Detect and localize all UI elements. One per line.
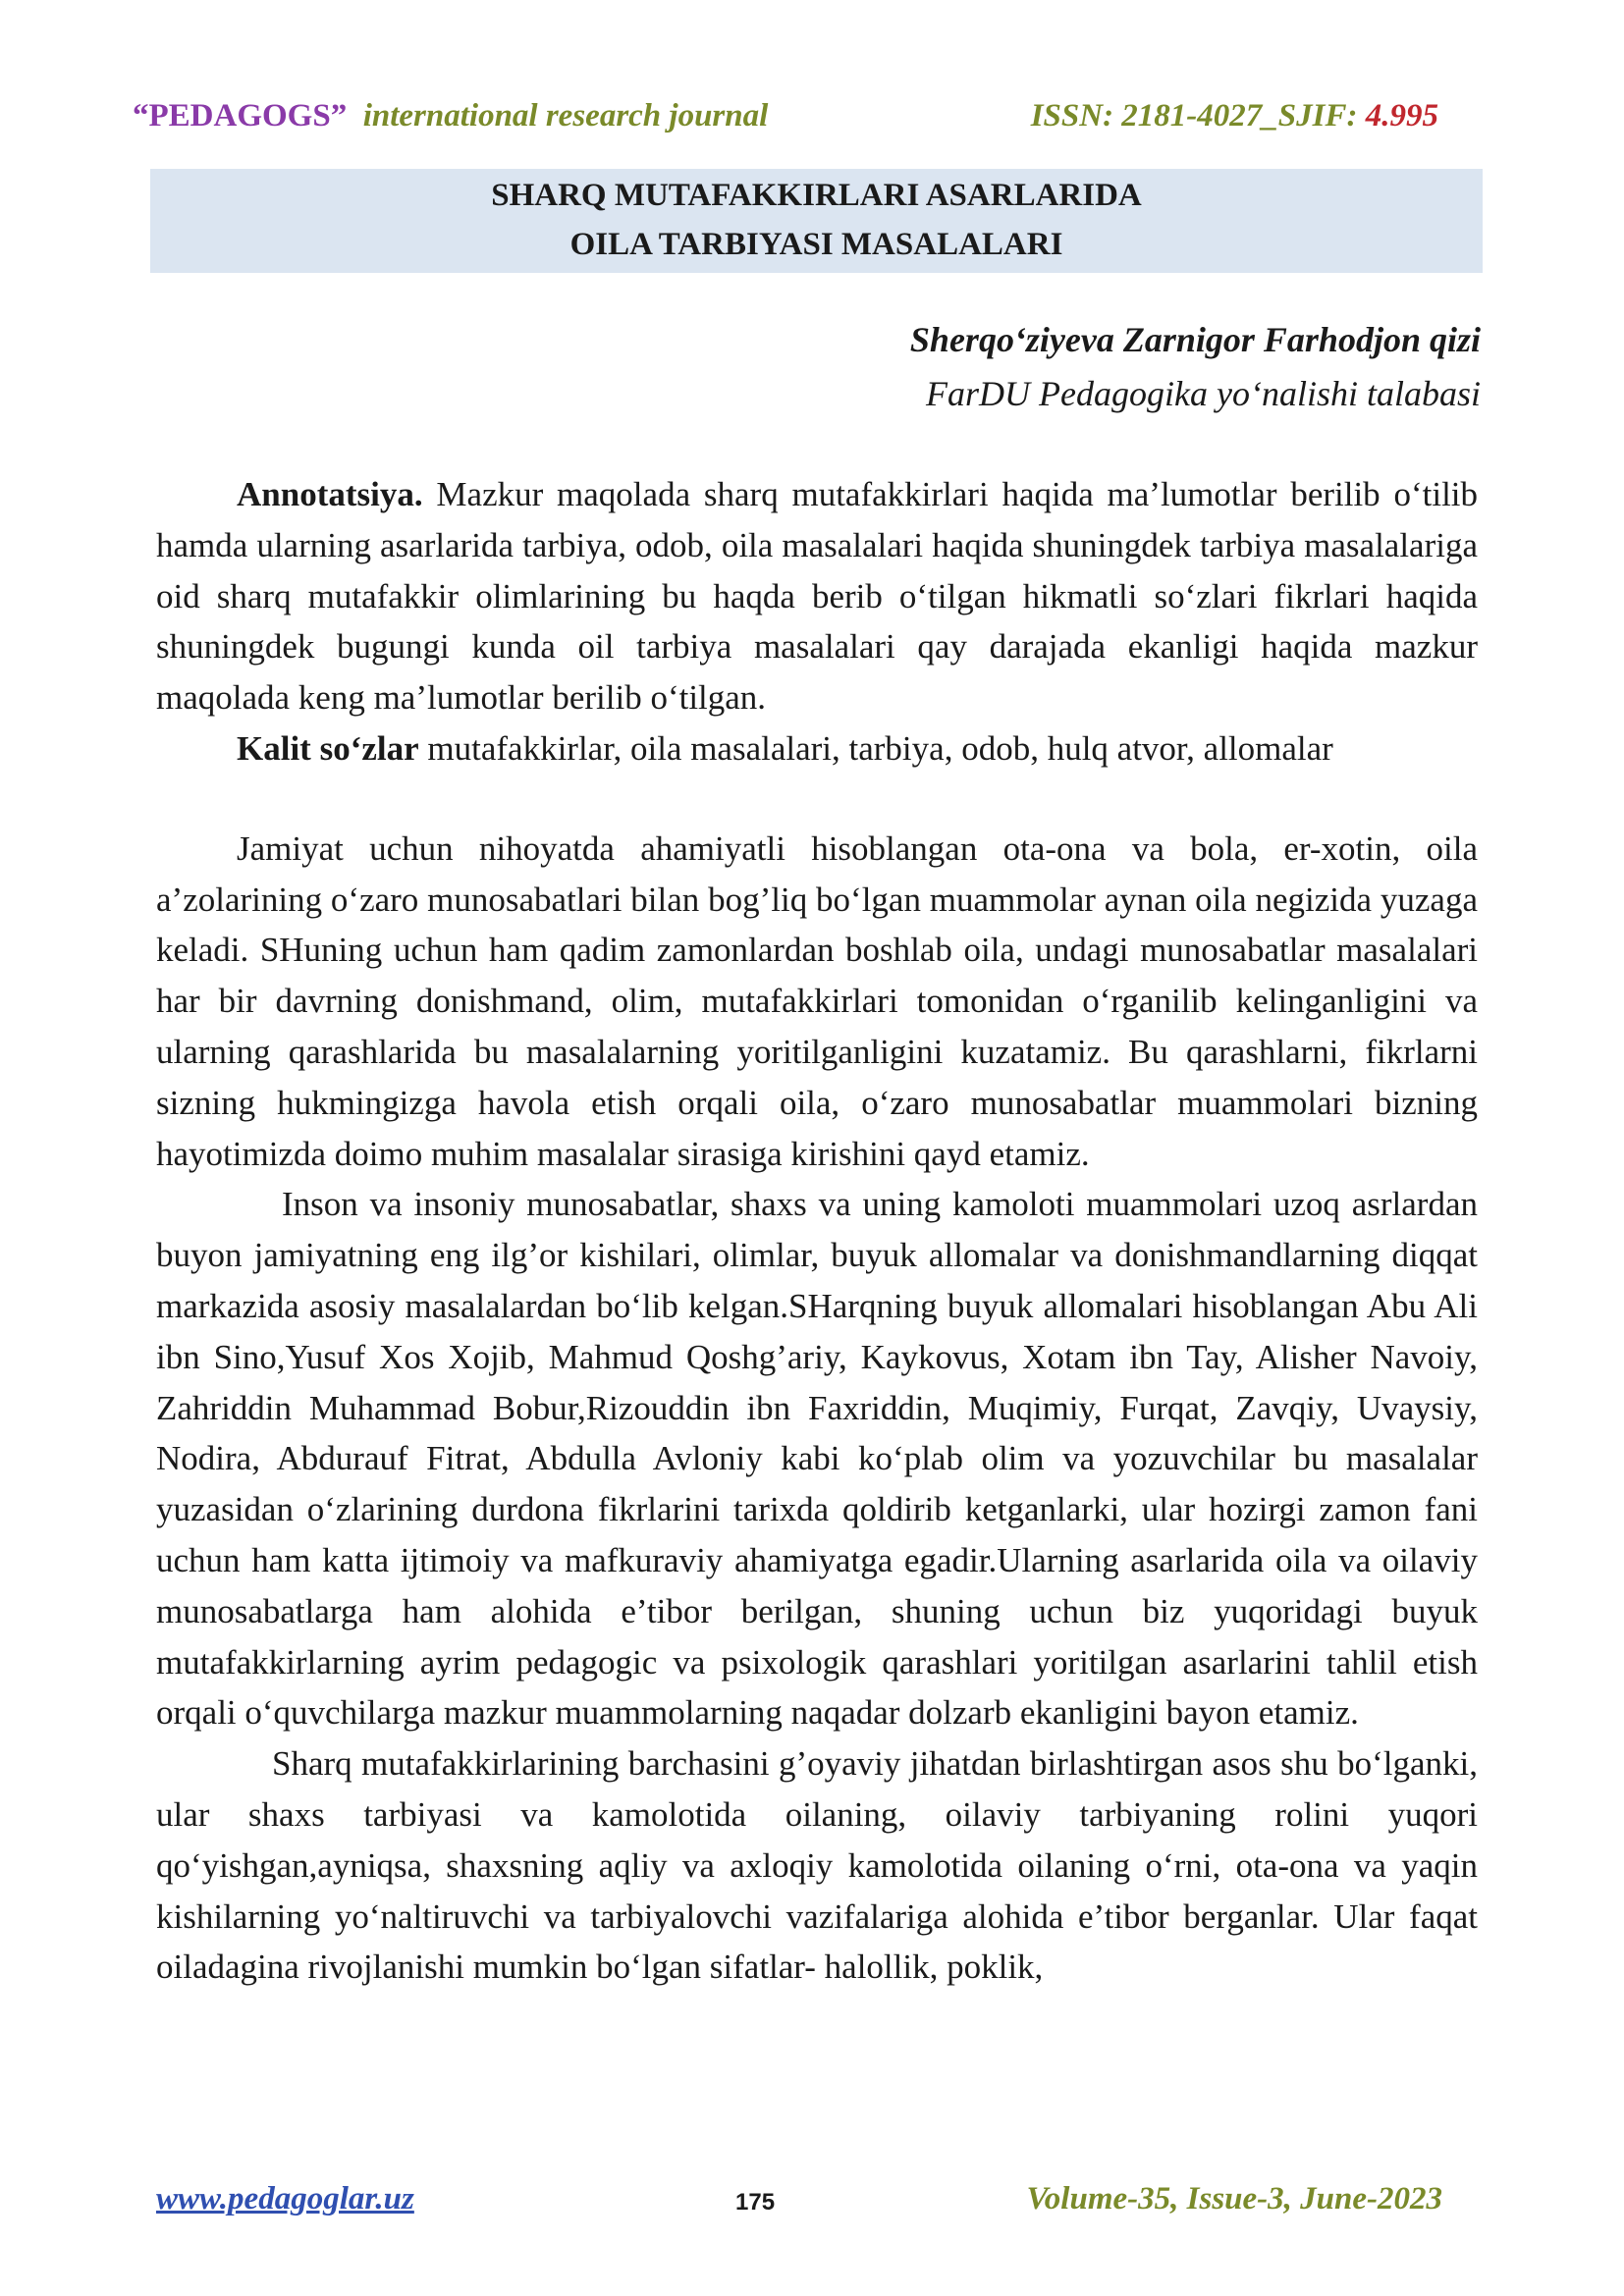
sjif-value: 4.995 xyxy=(1365,98,1438,133)
running-footer xyxy=(156,2181,1442,2224)
issn-text: ISSN: 2181-4027_SJIF: xyxy=(1030,98,1358,133)
journal-brand: “PEDAGOGS” xyxy=(133,98,348,133)
paragraph-2: Inson va insoniy munosabatlar, shaxs va uning kamoloti muammolari uzoq asrlardan buyon jamiyatning eng ilg’or kishilari, olimlar, buyuk allomalar va donishmandlarning diqqat markazida asosiy masalalardan bo‘lib kelgan.SHarqning buyuk allomalari hisoblangan Abu Ali ibn Sino,Yusuf Xos Xojib, Mahmud Qoshg’ariy, Kaykovus, Xotam ibn Tay, Alisher Navoiy, Zahriddin Muhammad Bobur,Rizouddin ibn Faxriddin, Muqimiy, Furqat, Zavqiy, Uvaysiy, Nodira, Abdurauf Fitrat, Abdulla Avloniy kabi ko‘plab olim va yozuvchilar bu masalalar yuzasidan o‘zlarining durdona fikrlarini tarixda qoldirib ketganlarki, ular hozirgi zamon fani uchun ham katta ijtimoiy va mafkuraviy ahamiyatga egadir.Ularning asarlarida oila va oilaviy munosabatlarga ham alohida e’tibor berilgan, shuning uchun biz yuqoridagi buyuk mutafakkirlarning ayrim pedagogic va psixologik qarashlari yoritilgan asarlarini tahlil etish orqali o‘quvchilarga mazkur muammolarning naqadar dolzarb ekanligini bayon etamiz. xyxy=(156,1185,1478,1733)
abstract xyxy=(156,469,1478,723)
keywords-text: mutafakkirlar, oila masalalari, tarbiya, odob, hulq atvor, allomalar xyxy=(427,728,1333,768)
volume-issue: Volume-35, Issue-3, June-2023 xyxy=(1026,2181,1442,2216)
title-line-1: SHARQ MUTAFAKKIRLARI ASARLARIDA xyxy=(491,178,1142,213)
section-gap xyxy=(156,774,1478,824)
author-name: Sherqo‘ziyeva Zarnigor Farhodjon qizi xyxy=(909,320,1481,359)
abstract-text: Mazkur maqolada sharq mutafakkirlari haqida ma’lumotlar berilib o‘tilib hamda ularning asarlarida tarbiya, odob, oila masalalari haqida shuningdek tarbiya masalalariga oid sharq mutafakkir olimlarining bu haqda berib o‘tilgan hikmatli so‘zlari fikrlari haqida shuningdek bugungi kunda oil tarbiya masalalari qay darajada ekanligi haqida mazkur maqolada keng ma’lumotlar berilib o‘tilgan. xyxy=(156,475,1479,718)
article-body xyxy=(156,469,1478,1993)
journal-name xyxy=(133,98,768,134)
journal-subtitle: international research journal xyxy=(362,98,769,133)
journal-website-link[interactable]: www.pedagoglar.uz xyxy=(156,2181,414,2216)
page-number: 175 xyxy=(735,2189,776,2216)
abstract-label: Annotatsiya. xyxy=(237,475,423,513)
paragraph-1: Jamiyat uchun nihoyatda ahamiyatli hisoblangan ota-ona va bola, er-xotin, oila a’zolarining o‘zaro munosabatlari bilan bog’liq bo‘lgan muammolar aynan oila negizida yuzaga keladi. SHuning uchun ham qadim zamonlardan boshlab oila, undagi munosabatlar masalalari har bir davrning donishmand, olim, mutafakkirlari tomonidan o‘rganilib kelinganligini va ularning qarashlarida bu masalalarning yoritilganligini kuzatamiz. Bu qarashlarni, fikrlarni sizning hukmingizga havola etish orqali oila, o‘zaro munosabatlar muammolari bizning hayotimizda doimo muhim masalalar sirasiga kirishini qayd etamiz. xyxy=(156,828,1478,1173)
paragraph-3: Sharq mutafakkirlarining barchasini g’oyaviy jihatdan birlashtirgan asos shu bo‘lganki, ular shaxs tarbiyasi va kamolotida oilaning, oilaviy tarbiyaning rolini yuqori qo‘yishgan,ayniqsa, shaxsning aqliy va axloqiy kamolotida oilaning o‘rni, ota-ona va yaqin kishilarning yo‘naltiruvchi va tarbiyalovchi vazifalariga alohida e’tibor berganlar. Ular faqat oiladagina rivojlanishi mumkin bo‘lgan sifatlar- halollik, poklik, xyxy=(156,1744,1478,1987)
author-affiliation: FarDU Pedagogika yo‘nalishi talabasi xyxy=(926,374,1481,413)
keywords-label: Kalit so‘zlar xyxy=(237,728,419,768)
article-title xyxy=(150,169,1483,273)
keywords xyxy=(156,723,1478,774)
title-line-2: OILA TARBIYASI MASALALARI xyxy=(569,227,1063,262)
issn-info xyxy=(1031,98,1438,134)
running-header xyxy=(133,98,1438,141)
